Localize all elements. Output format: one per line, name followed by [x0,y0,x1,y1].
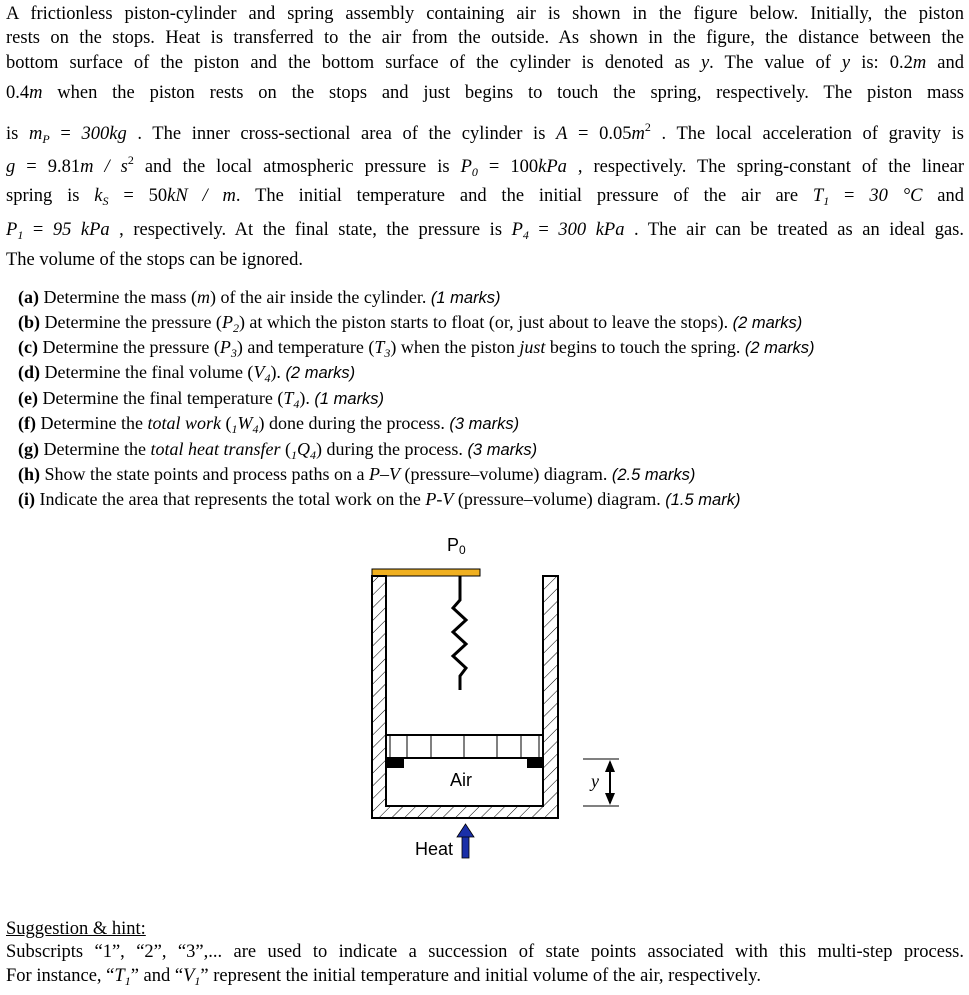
text-segment: 1 [231,422,238,436]
text-segment: and [926,53,964,73]
text-segment: 2 [232,321,239,335]
text-segment: T [283,388,294,408]
text-segment: = 9.81 [15,157,81,177]
text-segment: (pressure–volume) diagram. [453,489,666,509]
text-segment: ) done during the process. [258,413,450,433]
text-segment: (d) [18,362,40,382]
text-segment: (f) [18,413,36,433]
text-segment: Subscripts “1”, “2”, “3”,... are used to indicate a succession of state points associated with this multi-step process. [6,942,964,962]
text-segment: The volume of the stops can be ignored. [6,250,303,270]
text-segment: Determine the final volume ( [40,362,254,382]
text-segment: m / s [80,157,128,177]
text-segment: ( [280,439,291,459]
text-segment: Show the state points and process paths on a [40,464,369,484]
text-segment: kN / m [167,186,236,206]
text-segment: 1 [124,974,131,988]
text-segment: 95 kPa [52,220,110,240]
text-segment: Determine the final temperature ( [37,388,284,408]
text-segment: bottom surface of the piston and the bottom surface of the cylinder is denoted as [6,53,701,73]
text-segment: 30 °C [869,186,923,206]
text-segment: For instance, “ [6,966,115,986]
text-segment: 0.4 [6,83,30,103]
text-segment: ) during the process. [315,439,468,459]
text-segment: 2 [644,120,651,134]
text-segment: ) when the piston [390,337,520,357]
text-segment: y [841,53,851,73]
text-segment: m [912,53,927,73]
text-segment: (pressure–volume) diagram. [399,464,612,484]
text-segment: (e) [18,388,38,408]
text-segment: W [237,413,253,433]
text-segment: (b) [18,312,40,332]
heat-arrow-icon [457,824,474,858]
text-segment: T [812,186,824,206]
piston [386,735,543,758]
left-stop [386,758,404,768]
text-segment: = [829,186,870,206]
text-segment: g [6,157,16,177]
text-segment: m [196,287,210,307]
text-segment: and the local atmospheric pressure is [133,157,461,177]
text-segment: = [528,220,559,240]
text-segment: T [114,966,125,986]
text-segment: , respectively. At the final state, the pressure is [109,220,512,240]
heat-label: Heat [415,839,454,859]
marks-label: (2 marks) [732,314,803,332]
text-segment: P [219,337,231,357]
text-segment: 4 [264,371,271,385]
text-segment: ” represent the initial temperature and initial volume of the air, respectively. [200,966,761,986]
text-segment: P [460,157,472,177]
text-segment: , respectively. The spring-constant of the linear [566,157,964,177]
text-segment: A [556,124,568,144]
text-segment: . The initial temperature and the initial pressure of the air are [235,186,813,206]
text-segment: = [23,220,53,240]
text-segment: begins to touch the spring. [545,337,745,357]
text-segment: 300 kPa [558,220,625,240]
text-segment: m [29,83,43,103]
text-segment: 1 [823,194,830,208]
text-segment: P [221,312,233,332]
text-segment: (a) [18,287,39,307]
text-segment: Determine the [35,413,148,433]
marks-label: (1 marks) [314,390,385,408]
text-segment: . The air can be treated as an ideal gas. [624,220,965,240]
text-segment: . The local acceleration of gravity is [650,124,965,144]
text-segment: ) at which the piston starts to float (or, just about to leave the stops). [238,312,733,332]
text-segment: ) and temperature ( [236,337,375,357]
text-segment: Q [296,439,310,459]
text-segment: k [94,186,103,206]
text-segment: ) of the air inside the cylinder. [209,287,431,307]
text-segment: V [183,966,195,986]
text-segment: S [102,194,109,208]
air-label: Air [450,770,472,790]
text-segment: 1 [194,974,201,988]
text-segment: ). [299,388,315,408]
text-segment: (g) [18,439,39,459]
text-segment: total heat transfer [150,439,281,459]
text-segment: 0 [471,165,478,179]
text-segment: Determine the [39,439,151,459]
spring-support-plate [372,569,480,576]
text-segment: P [42,132,50,146]
text-line [6,965,964,992]
text-segment: total work [147,413,221,433]
right-stop [527,758,543,768]
text-segment: = 50 [108,186,168,206]
text-segment: P-V [425,489,454,509]
y-dimension [583,759,619,806]
text-segment: P–V [368,464,400,484]
text-segment: 4 [252,422,259,436]
text-segment: = 0.05 [567,124,632,144]
text-segment: (h) [18,464,40,484]
text-segment: P [6,220,18,240]
text-segment: A frictionless piston-cylinder and spring assembly containing air is shown in the figure below. Initially, the piston [6,4,964,24]
text-segment: spring is [6,186,95,206]
text-segment: ). [270,362,286,382]
text-segment: 1 [290,448,297,462]
text-segment: and [922,186,964,206]
y-label: y [591,771,599,791]
hint-title: Suggestion & hint: [6,919,146,939]
text-segment: just [519,337,546,357]
text-segment: rests on the stops. Heat is transferred to the air from the outside. As shown in the figure, the distance between the [6,28,964,48]
text-segment: m [631,124,645,144]
text-segment: ( [220,413,232,433]
text-segment: kPa [538,157,567,177]
text-segment: T [374,337,385,357]
marks-label: (1.5 mark) [665,491,741,509]
text-segment: . The inner cross-sectional area of the cylinder is [126,124,557,144]
text-segment: 4 [522,228,529,242]
text-segment: . The value of [709,53,842,73]
marks-label: (2 marks) [744,339,815,357]
text-segment: = 100 [477,157,539,177]
text-segment: 300kg [81,124,127,144]
text-segment: 4 [309,448,316,462]
text-segment: is [6,124,29,144]
marks-label: (3 marks) [467,441,538,459]
spring [453,576,466,690]
text-segment: (c) [18,337,38,357]
text-segment: Indicate the area that represents the total work on the [35,489,426,509]
text-segment: m [29,124,43,144]
text-segment: (i) [18,489,35,509]
marks-label: (2.5 marks) [611,466,696,484]
text-segment: 2 [127,153,134,167]
text-segment: when the piston rests on the stops and just begins to touch the spring, respectively. The piston mass [42,83,964,103]
text-segment: y [700,53,710,73]
text-segment: Determine the pressure ( [37,337,220,357]
text-segment: 3 [384,346,391,360]
text-segment: = [49,124,82,144]
text-segment: P [511,220,523,240]
marks-label: (1 marks) [430,289,501,307]
marks-label: (3 marks) [449,415,520,433]
text-segment: V [253,362,265,382]
text-segment: 3 [230,346,237,360]
text-segment: is: 0.2 [850,53,913,73]
text-segment: 4 [293,397,300,411]
text-segment: Determine the mass ( [39,287,197,307]
text-segment: 1 [17,228,24,242]
marks-label: (2 marks) [285,364,356,382]
text-line [6,941,964,963]
atmospheric-pressure-label: P0 [447,535,466,557]
text-segment: ” and “ [130,966,184,986]
text-segment: Determine the pressure ( [40,312,222,332]
